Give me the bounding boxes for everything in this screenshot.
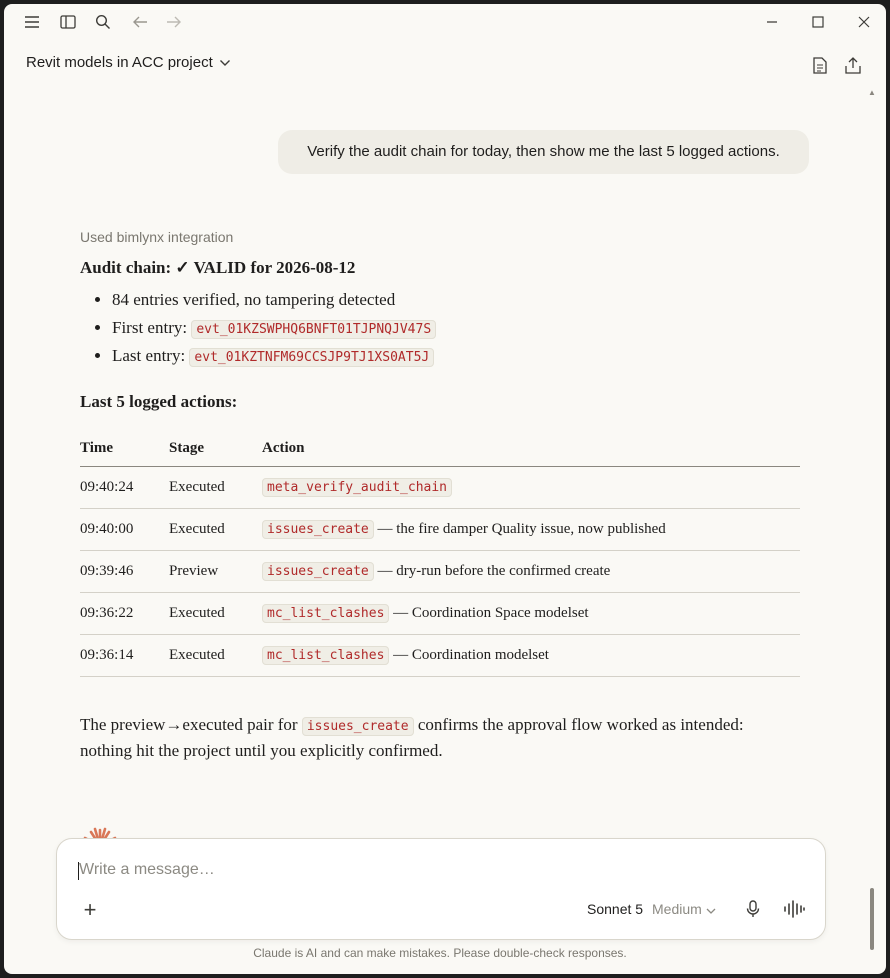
entries-text: 84 entries verified, no tampering detected: [112, 290, 396, 309]
effort-label: Medium: [652, 901, 702, 917]
chevron-down-icon: [219, 54, 231, 71]
project-title: Revit models in ACC project: [26, 54, 213, 71]
action-code: mc_list_clashes: [262, 646, 389, 665]
microphone-icon[interactable]: [741, 897, 765, 921]
time-cell: 09:36:22: [80, 593, 169, 635]
time-cell: 09:39:46: [80, 551, 169, 593]
stage-cell: Executed: [169, 593, 262, 635]
forward-arrow-icon[interactable]: [163, 11, 185, 33]
action-code: issues_create: [262, 562, 374, 581]
time-cell: 09:36:14: [80, 635, 169, 677]
title-bar: [4, 4, 886, 40]
action-code: mc_list_clashes: [262, 604, 389, 623]
table-row: [80, 467, 800, 509]
first-entry-label: First entry:: [112, 318, 188, 337]
summary-paragraph: [80, 713, 760, 763]
stage-cell: Executed: [169, 467, 262, 509]
scroll-up-arrow-icon[interactable]: ▲: [868, 88, 876, 97]
action-note: — Coordination Space modelset: [389, 605, 589, 621]
model-selector[interactable]: Sonnet 5: [587, 901, 644, 917]
table-row: [80, 593, 800, 635]
effort-selector[interactable]: [652, 901, 716, 917]
back-arrow-icon[interactable]: [129, 11, 151, 33]
action-code: meta_verify_audit_chain: [262, 478, 452, 497]
action-code: issues_create: [262, 520, 374, 539]
action-cell: [262, 635, 800, 677]
chevron-down-icon: [706, 901, 716, 917]
actions-heading: Last 5 logged actions:: [80, 392, 238, 411]
column-header-stage: Stage: [169, 430, 262, 467]
table-header-row: [80, 430, 800, 467]
claude-spark-icon: [82, 826, 118, 838]
add-attachment-button[interactable]: [77, 897, 103, 923]
action-cell: [262, 467, 800, 509]
project-selector[interactable]: [26, 54, 231, 71]
actions-table: [80, 430, 800, 677]
disclaimer-text: Claude is AI and can make mistakes. Please double-check responses.: [253, 946, 627, 960]
message-composer: [56, 838, 826, 940]
action-note: — the fire damper Quality issue, now published: [373, 521, 666, 537]
menu-icon[interactable]: [21, 11, 43, 33]
sidebar-toggle-icon[interactable]: [57, 11, 79, 33]
list-item: [112, 314, 804, 342]
user-message: Verify the audit chain for today, then show me the last 5 logged actions.: [278, 130, 809, 174]
column-header-time: Time: [80, 430, 169, 467]
assistant-message: [80, 224, 804, 763]
summary-text-after: confirms the approval flow worked as intended: nothing hit the project until you explicitly confirmed.: [80, 715, 744, 760]
chat-header: [4, 44, 886, 84]
list-item: [112, 286, 804, 314]
message-input[interactable]: Write a message…: [79, 861, 215, 878]
audit-heading: Audit chain: ✓ VALID for 2026-08-12: [80, 258, 356, 277]
time-cell: 09:40:24: [80, 467, 169, 509]
plus-icon: +: [83, 897, 97, 922]
action-cell: [262, 509, 800, 551]
audit-bullets: [80, 286, 804, 370]
action-cell: [262, 551, 800, 593]
summary-code: issues_create: [302, 717, 414, 736]
action-note: — Coordination modelset: [389, 647, 549, 663]
action-cell: [262, 593, 800, 635]
maximize-icon[interactable]: [807, 11, 829, 33]
time-cell: 09:40:00: [80, 509, 169, 551]
voice-mode-icon[interactable]: [781, 897, 807, 921]
stage-cell: Executed: [169, 509, 262, 551]
table-row: [80, 635, 800, 677]
integration-note[interactable]: Used bimlynx integration: [80, 229, 234, 245]
conversation-area[interactable]: [4, 88, 886, 838]
search-icon[interactable]: [92, 11, 114, 33]
table-row: [80, 551, 800, 593]
summary-text-before: The preview→executed pair for: [80, 715, 302, 734]
close-icon[interactable]: [853, 11, 875, 33]
minimize-icon[interactable]: [761, 11, 783, 33]
list-item: [112, 342, 804, 370]
table-row: [80, 509, 800, 551]
share-icon[interactable]: [840, 52, 866, 78]
action-note: — dry-run before the confirmed create: [373, 563, 611, 579]
column-header-action: Action: [262, 430, 800, 467]
scrollbar-thumb[interactable]: [870, 888, 874, 950]
document-icon[interactable]: [807, 52, 833, 78]
last-entry-code: evt_01KZTNFM69CCSJP9TJ1XS0AT5J: [189, 348, 434, 367]
stage-cell: Executed: [169, 635, 262, 677]
last-entry-label: Last entry:: [112, 346, 186, 365]
app-window: [4, 4, 886, 974]
first-entry-code: evt_01KZSWPHQ6BNFT01TJPNQJV47S: [191, 320, 436, 339]
stage-cell: Preview: [169, 551, 262, 593]
